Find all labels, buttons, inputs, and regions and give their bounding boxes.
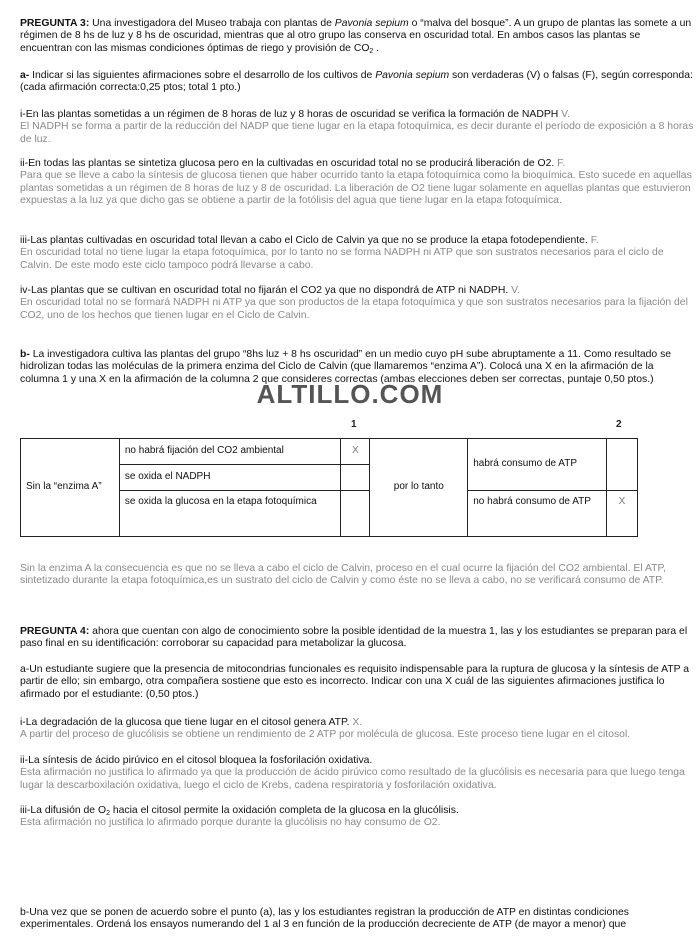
q4-item-ii (20, 755, 695, 792)
q3-part-b-answer: Sin la enzima A la consecuencia es que no se lleva a cabo el ciclo de Calvin, proceso en el cual ocurre la fijación del CO2 ambiental. El ATP, sintetizado durante la etapa fotoquímica,es un sustrato del ciclo de Calvin y como éste no se lleva a cabo, no se verificará consumo de ATP. (20, 563, 666, 587)
table-checkbox-col2[interactable] (607, 439, 638, 491)
table-option-col1: no habrá fijación del CO2 ambiental (119, 439, 341, 465)
table-checkbox-col2[interactable]: X (607, 491, 638, 537)
table-option-col1: se oxida el NADPH (119, 465, 341, 491)
statement: iii-Las plantas cultivadas en oscuridad total llevan a cabo el Ciclo de Calvin ya que no se produce la etapa fotodependiente. (20, 235, 588, 246)
column-1-label: 1 (351, 419, 357, 430)
q4-heading: PREGUNTA 4: (20, 626, 90, 637)
answer-explanation: A partir del proceso de glucólisis se obtiene un rendimiento de 2 ATP por molécula de glucosa. Este proceso tiene lugar en el citosol. (20, 729, 631, 741)
q4-item-i (20, 717, 695, 742)
table-condition-cell: Sin la “enzima A” (21, 439, 120, 537)
answer-mark: V. (561, 109, 571, 120)
answer-table (20, 438, 638, 537)
statement: i-En las plantas sometidas a un régimen de 8 horas de luz y 8 horas de oscuridad se verifica la formación de NADPH (20, 109, 559, 120)
answer-mark: V. (511, 285, 521, 296)
answer-explanation: Para que se lleve a cabo la síntesis de glucosa tienen que haber ocurrido tanto la etapa fotoquímica como la bioquímica. Esto sucede en aquellas plantas sometidas a un régimen de 8 horas de luz y 8 de oscuridad. La liberación de O2 tiene lugar solamente en aquellas plantas que estuvieron expuestas a la luz ya que dicho gas se obtiene a partir de la fotólisis del agua que tiene lugar en la etapa fotoquímica. (20, 170, 692, 207)
q4-part-b-instructions: b-Una vez que se ponen de acuerdo sobre el punto (a), las y los estudiantes registran la producción de ATP en distintas condiciones experimentales. Ordená los ensayos numerando del 1 al 3 en función de la producción decreciente de ATP (de mayor a menor) que (20, 907, 629, 931)
answer-explanation: Esta afirmación no justifica lo afirmado porque durante la glucólisis no hay consumo de O2. (20, 817, 441, 829)
table-checkbox-col1[interactable] (341, 465, 370, 491)
q3-item-i (20, 109, 695, 146)
q3-item-iii (20, 235, 695, 272)
answer-explanation: En oscuridad total no tiene lugar la etapa fotoquímica, por lo tanto no se forma NADPH ni ATP que son sustratos necesarios para el ciclo de Calvin. De este modo este ciclo tampoco podrá llevarse a cabo. (20, 247, 664, 271)
q4-intro: PREGUNTA 4: ahora que cuentan con algo de conocimiento sobre la posible identidad de la muestra 1, las y los estudiantes se preparan para el paso final en su identificación: corroborar su capacidad para metabolizar la glucosa. (20, 626, 688, 650)
q3-part-b-instructions: b- La investigadora cultiva las plantas del grupo “8hs luz + 8 hs oscuridad” en un medio cuyo pH sube abruptamente a 11. Como resultado se hidrolizan todas las moléculas de la primera enzima del Ciclo de Calvin (que llamaremos “enzima A”). Colocá una X en la afirmación de la columna 1 y una X en la afirmación de la columna 2 que consideres correctas (ambas elecciones deben ser correctas, puntaje 0,50 ptos.) (20, 349, 672, 385)
answer-explanation: En oscuridad total no se formará NADPH ni ATP ya que son productos de la etapa fotoquímica y que son sustratos necesarios para la fijación del CO2, uno de los hechos que tienen lugar en el Ciclo de Calvin. (20, 297, 688, 321)
table-checkbox-col1[interactable]: X (341, 439, 370, 465)
q4-item-iii (20, 805, 695, 830)
table-option-col2: habrá consumo de ATP (468, 439, 607, 491)
statement: ii-La síntesis de ácido pirúvico en el citosol bloquea la fosforilación oxidativa. (20, 755, 373, 766)
watermark-logo: ALTILLO.COM (256, 379, 444, 409)
table-option-col1: se oxida la glucosa en la etapa fotoquímica (119, 491, 341, 537)
statement: ii-En todas las plantas se sintetiza glucosa pero en la cultivadas en oscuridad total no se producirá liberación de O2. (20, 158, 555, 169)
q3-part-a-instructions: a- Indicar si las siguientes afirmaciones sobre el desarrollo de los cultivos de Pavonia sepium son verdaderas (V) o falsas (F), según corresponda: (cada afirmación correcta:0,25 ptos; total 1 pto.) (20, 70, 693, 94)
column-2-label: 2 (616, 419, 622, 430)
table-checkbox-col1[interactable] (341, 491, 370, 537)
statement: iii-La difusión de $O_2$ hacia el citosol permite la oxidación completa de la glucosa en la glucólisis. (20, 805, 459, 817)
q3-heading: PREGUNTA 3: (20, 18, 90, 29)
statement: iv-Las plantas que se cultivan en oscuridad total no fijarán el CO2 ya que no dispondrá de ATP ni NADPH. (20, 285, 509, 296)
q3-item-ii (20, 158, 695, 208)
answer-explanation: Esta afirmación no justifica lo afirmado ya que la producción de ácido pirúvico como resultado de la glucólisis es necesaria para que luego tenga lugar la descarboxilación oxidativa, luego el ciclo de Krebs, cadena respiratoria y fosforilación oxidativa. (20, 767, 685, 791)
q3-intro: PREGUNTA 3: Una investigadora del Museo trabaja con plantas de Pavonia sepium o “malva del bosque”. A un grupo de plantas las somete a un régimen de 8 hs de luz y 8 hs de oscuridad, mientras que al otro grupo las conserva en oscuridad total. En ambos casos las plantas se encuentran con las mismas condiciones óptimas de riego y provisión de $CO_2$ . (20, 18, 692, 55)
q3-item-iv (20, 285, 695, 322)
answer-explanation: El NADPH se forma a partir de la reducción del NADP que tiene lugar en la etapa fotoquímica, es decir durante el período de exposición a 8 horas de luz. (20, 121, 694, 145)
statement: i-La degradación de la glucosa que tiene lugar en el citosol genera ATP. (20, 717, 350, 728)
table-option-col2: no habrá consumo de ATP (468, 491, 607, 537)
q4-part-a-instructions: a-Un estudiante sugiere que la presencia de mitocondrias funcionales es requisito indispensable para la ruptura de glucosa y la síntesis de ATP a partir de ello; sin embargo, otra compañera sostiene que esto es incorrecto. Indicar con una X cuál de las siguientes afirmaciones justifica lo afirmado por el estudiante: (0,50 ptos.) (20, 664, 690, 700)
table-connector-cell: por lo tanto (370, 439, 468, 537)
answer-mark: F. (557, 158, 566, 169)
answer-mark: X. (352, 717, 363, 728)
answer-mark: F. (590, 235, 599, 246)
